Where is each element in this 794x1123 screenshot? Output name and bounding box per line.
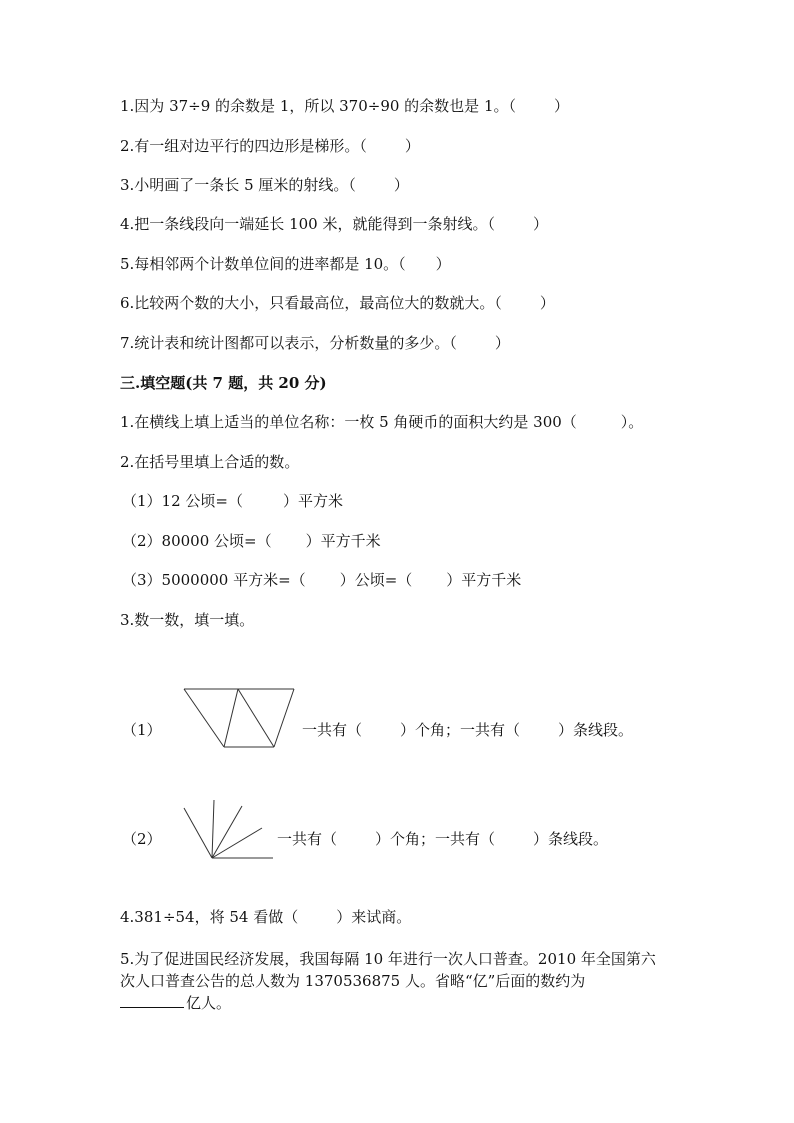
- ray-3: [212, 806, 242, 858]
- figure-1-label: （1）: [122, 721, 162, 739]
- ray-5: [184, 808, 212, 858]
- judgement-item-1: 1.因为 37÷9 的余数是 1，所以 370÷90 的余数也是 1。（ ）: [120, 97, 570, 115]
- figure-2-label: （2）: [122, 830, 162, 848]
- fill-question-2-part-1: （1）12 公顷=（ ）平方米: [122, 492, 343, 510]
- figure-1-question: 一共有（ ）个角；一共有（ ）条线段。: [302, 721, 634, 739]
- fill-question-2-part-2: （2）80000 公顷=（ ）平方千米: [122, 532, 381, 550]
- inner-edge-2: [238, 689, 274, 747]
- fill-question-4: 4.381÷54，将 54 看做（ ）来试商。: [120, 908, 412, 926]
- fill-question-1: 1.在横线上填上适当的单位名称：一枚 5 角硬币的面积大约是 300（ ）。: [120, 413, 644, 431]
- judgement-item-6: 6.比较两个数的大小，只看最高位，最高位大的数就大。（ ）: [120, 294, 555, 312]
- judgement-item-5: 5.每相邻两个计数单位间的进率都是 10。（ ）: [120, 255, 451, 273]
- section-title: 三.填空题(共 7 题，共 20 分): [120, 374, 327, 392]
- figure-2-question: 一共有（ ）个角；一共有（ ）条线段。: [277, 830, 609, 848]
- judgement-item-3: 3.小明画了一条长 5 厘米的射线。（ ）: [120, 176, 409, 194]
- judgement-item-4: 4.把一条线段向一端延长 100 米，就能得到一条射线。（ ）: [120, 215, 548, 233]
- judgement-item-2: 2.有一组对边平行的四边形是梯形。（ ）: [120, 137, 420, 155]
- fill-question-5: 5.为了促进国民经济发展，我国每隔 10 年进行一次人口普查。2010 年全国第六次人口普查公告的总人数为 1370536875 人。省略“亿”后面的数约为 亿人。: [120, 950, 656, 1012]
- rays-figure: [178, 798, 278, 864]
- judgement-item-7: 7.统计表和统计图都可以表示，分析数量的多少。（ ）: [120, 334, 510, 352]
- inner-edge-1: [224, 689, 238, 747]
- left-edge: [184, 689, 224, 747]
- right-edge: [274, 689, 294, 747]
- answer-blank[interactable]: [120, 993, 184, 1008]
- ray-2: [212, 828, 262, 858]
- fill-question-2-part-3: （3）5000000 平方米=（ ）公顷=（ ）平方千米: [122, 571, 522, 589]
- ray-4: [212, 800, 214, 858]
- fill-question-2: 2.在括号里填上合适的数。: [120, 453, 300, 471]
- triangles-figure: [180, 685, 300, 755]
- fill-question-3: 3.数一数，填一填。: [120, 611, 255, 629]
